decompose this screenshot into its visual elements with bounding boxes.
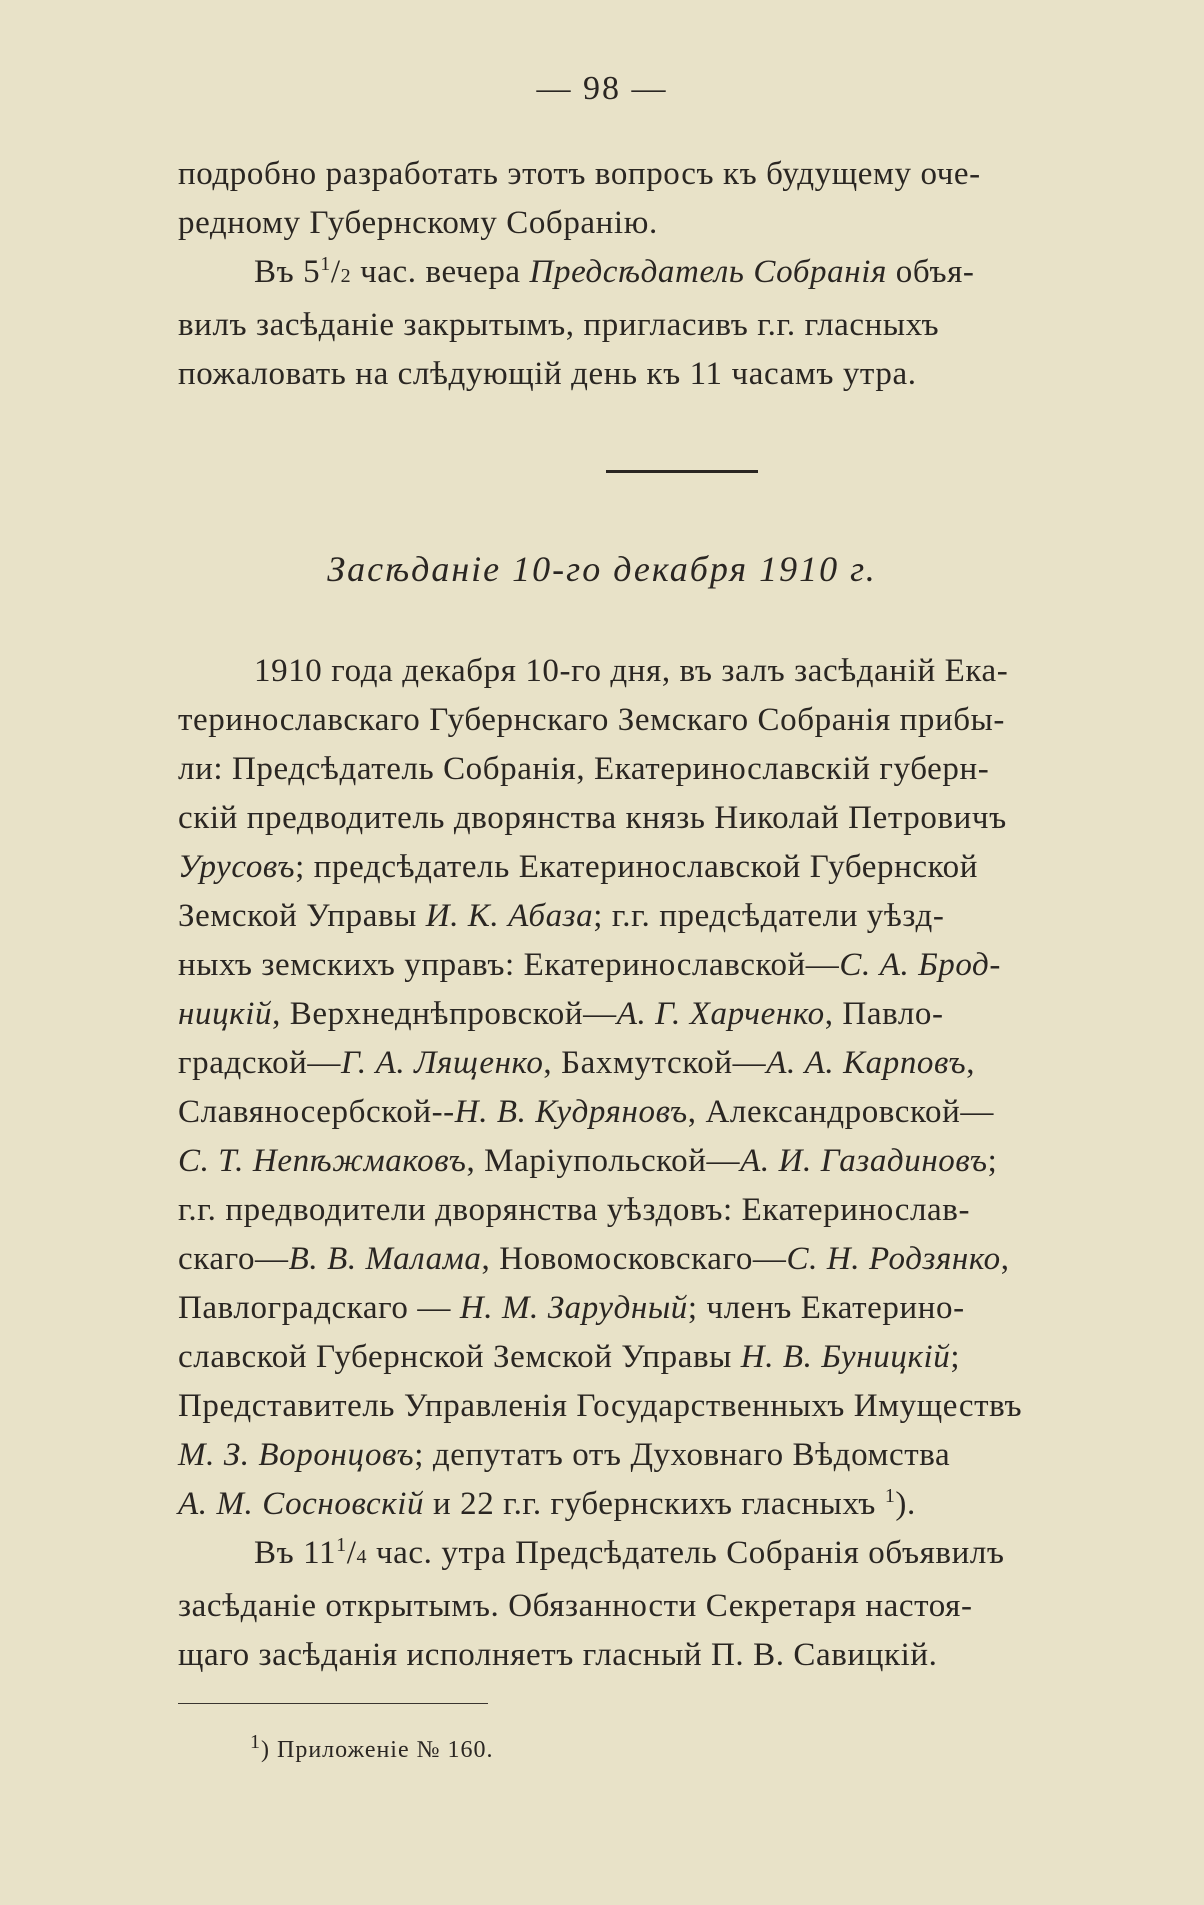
- text-line: Славяносербской--Н. В. Кудряновъ, Александровской—: [178, 1094, 994, 1130]
- footnote-ref: 1: [884, 1485, 896, 1507]
- text-line: славской Губернской Земской Управы Н. В. Буницкій;: [178, 1339, 961, 1375]
- text-line: М. З. Воронцовъ; депутатъ отъ Духовнаго Вѣдомства: [178, 1437, 951, 1473]
- text-line: Земской Управы И. К. Абаза; г.г. предсѣдатели уѣзд-: [178, 898, 945, 934]
- text-line: Въ $11^1/4$ час. утра Предсѣдатель Собранія объявилъ: [254, 1534, 1005, 1571]
- chairman-italic: Предсѣдатель Собранія: [529, 254, 887, 290]
- page-number: — 98 —: [536, 70, 668, 107]
- text-line: засѣданіе открытымъ. Обязанности Секретаря настоя-: [178, 1588, 973, 1624]
- text-line: вилъ засѣданіе закрытымъ, пригласивъ г.г. гласныхъ: [178, 307, 940, 343]
- text-line: ницкій, Верхнеднѣпровской—А. Г. Харченко, Павло-: [178, 996, 944, 1032]
- text-line: ныхъ земскихъ управъ: Екатеринославской—С. А. Брод-: [178, 947, 1001, 983]
- text-line: подробно разработать этотъ вопросъ къ будущему оче-: [178, 156, 981, 192]
- text-line: пожаловать на слѣдующій день къ 11 часамъ утра.: [178, 356, 917, 392]
- footnote: $^1$) Приложеніе № 160.: [250, 1731, 494, 1763]
- text-line: теринославскаго Губернскаго Земскаго Собранія прибы-: [178, 702, 1006, 738]
- paragraph-closing-previous: [178, 150, 1190, 399]
- text-line: Урусовъ; предсѣдатель Екатеринославской Губернской: [178, 849, 978, 885]
- text-line: Павлоградскаго — Н. М. Зарудный; членъ Екатерино-: [178, 1290, 965, 1326]
- text-line: г.г. предводители дворянства уѣздовъ: Екатеринослав-: [178, 1192, 971, 1228]
- text-line: щаго засѣданія исполняетъ гласный П. В. Савицкій.: [178, 1637, 938, 1673]
- text-line: градской—Г. А. Лященко, Бахмутской—А. А. Карповъ,: [178, 1045, 976, 1081]
- session-heading: Засѣданіе 10-го декабря 1910 г.: [327, 549, 877, 589]
- text-line: Въ $5^1/2$ час. вечера Предсѣдатель Собранія объя-: [254, 253, 975, 290]
- footnote-rule: [178, 1703, 488, 1704]
- text-line: скаго—В. В. Малама, Новомосковскаго—С. Н. Родзянко,: [178, 1241, 1010, 1277]
- text-line: Представитель Управленія Государственныхъ Имуществъ: [178, 1388, 1023, 1424]
- text-line: С. Т. Непѣжмаковъ, Маріупольской—А. И. Газадиновъ;: [178, 1143, 998, 1179]
- text-line: скій предводитель дворянства князь Николай Петровичъ: [178, 800, 1007, 836]
- section-divider: [606, 470, 758, 473]
- paragraph-attendees: [178, 647, 1190, 1680]
- text-line: А. М. Сосновскій и 22 г.г. губернскихъ гласныхъ $^1$).: [178, 1485, 916, 1522]
- text-line: редному Губернскому Собранію.: [178, 205, 658, 241]
- text-line: ли: Предсѣдатель Собранія, Екатеринославскій губерн-: [178, 751, 990, 787]
- text-line: 1910 года декабря 10-го дня, въ залъ засѣданій Ека-: [254, 653, 1009, 689]
